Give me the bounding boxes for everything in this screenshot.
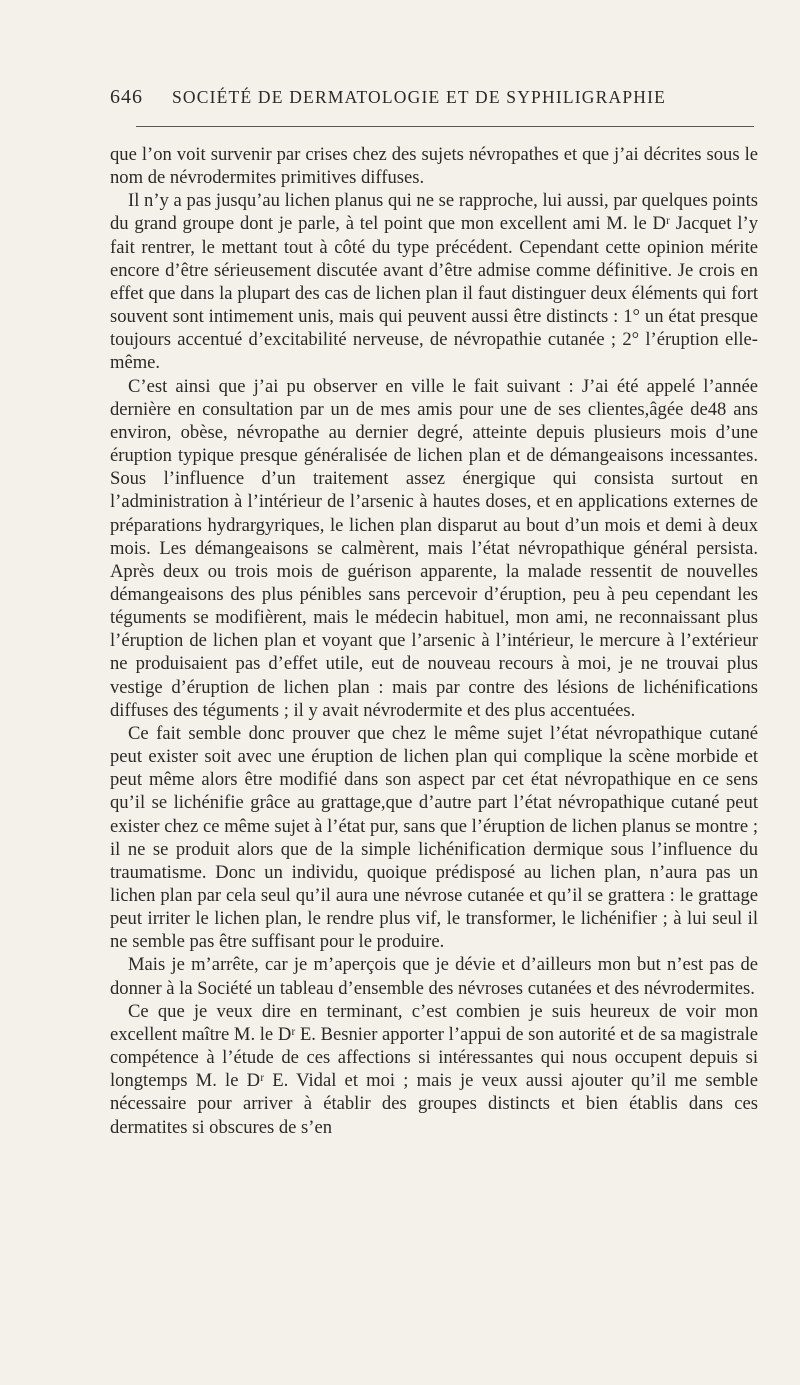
page-number: 646 — [110, 86, 143, 108]
paragraph-6: Ce que je veux dire en terminant, c’est combien je suis heureux de voir mon excellent maître M. le Dʳ E. Besnier apporter l’appui de son autorité et de sa magistrale compétence à l’étude de ces affections si intéressantes qui nous occupent depuis si longtemps M. le Dʳ E. Vidal et moi ; mais je veux aussi ajouter qu’il me semble nécessaire pour arriver à établir des groupes distincts et bien établis dans ces dermatites si obscures de s’en — [110, 1000, 758, 1138]
paragraph-2: Il n’y a pas jusqu’au lichen planus qui ne se rapproche, lui aussi, par quelques points du grand groupe dont je parle, à tel point que mon excellent ami M. le Dʳ Jacquet l’y fait rentrer, le mettant tout à côté du type précédent. Cependant cette opinion mérite encore d’être sérieusement discutée avant d’être admise comme définitive. Je crois en effet que dans la plupart des cas de lichen plan il faut distinguer deux éléments qui fort souvent sont intimement unis, mais qui peuvent aussi être distincts : 1° un état presque toujours accentué d’excitabilité nerveuse, de névropathie cutanée ; 2° l’éruption elle-même. — [110, 190, 758, 374]
paragraph-5: Mais je m’arrête, car je m’aperçois que je dévie et d’ailleurs mon but n’est pas de donner à la Société un tableau d’ensemble des névroses cutanées et des névrodermites. — [110, 954, 758, 999]
body-text — [110, 143, 758, 1139]
running-title: SOCIÉTÉ DE DERMATOLOGIE ET DE SYPHILIGRAPHIE — [172, 87, 667, 107]
paragraph-4: Ce fait semble donc prouver que chez le même sujet l’état névropathique cutané peut exister soit avec une éruption de lichen plan qui complique la scène morbide et peut même alors être modifié dans son aspect par cet état névropathique en ce sens qu’il se lichénifie grâce au grattage,que d’autre part l’état névropathique cutané peut exister chez ce même sujet à l’état pur, sans que l’éruption de lichen planus se montre ; il ne se produit alors que de la simple lichénification dermique sous l’influence du traumatisme. Donc un individu, quoique prédisposé au lichen plan, n’aura pas un lichen plan par cela seul qu’il aura une névrose cutanée et qu’il se grattera : le grattage peut irriter le lichen plan, le rendre plus vif, le transformer, le lichénifier ; à lui seul il ne semble pas être suffisant pour le produire. — [110, 722, 758, 953]
paragraph-3: C’est ainsi que j’ai pu observer en ville le fait suivant : J’ai été appelé l’année dernière en consultation par un de mes amis pour une de ses clientes,âgée de48 ans environ, obèse, névropathe au dernier degré, atteinte depuis plusieurs mois d’une éruption typique presque généralisée de lichen plan et de démangeaisons incessantes. Sous l’influence d’un traitement assez énergique qui consista surtout en l’administration à l’intérieur de l’arsenic à hautes doses, et en applications externes de préparations hydrargyriques, le lichen plan disparut au bout d’un mois et demi à deux mois. Les démangeaisons se calmèrent, mais l’état névropathique général persista. Après deux ou trois mois de guérison apparente, la malade ressentit de nouvelles démangeaisons des plus pénibles sans percevoir d’éruption, peu à peu cependant les téguments se modifièrent, mais le médecin habituel, mon ami, ne reconnaissant plus l’éruption de lichen plan et voyant que l’arsenic à l’intérieur, le mercure à l’extérieur ne produisaient pas d’effet utile, eut de nouveau recours à moi, je ne trouvai plus vestige d’éruption de lichen plan : mais par contre des lésions de lichénifications diffuses des téguments ; il y avait névrodermite et des plus accentuées. — [110, 375, 758, 721]
page-header — [110, 86, 758, 114]
paragraph-1: que l’on voit survenir par crises chez des sujets névropathes et que j’ai décrites sous le nom de névrodermites primitives diffuses. — [110, 144, 758, 189]
header-rule — [136, 126, 754, 127]
